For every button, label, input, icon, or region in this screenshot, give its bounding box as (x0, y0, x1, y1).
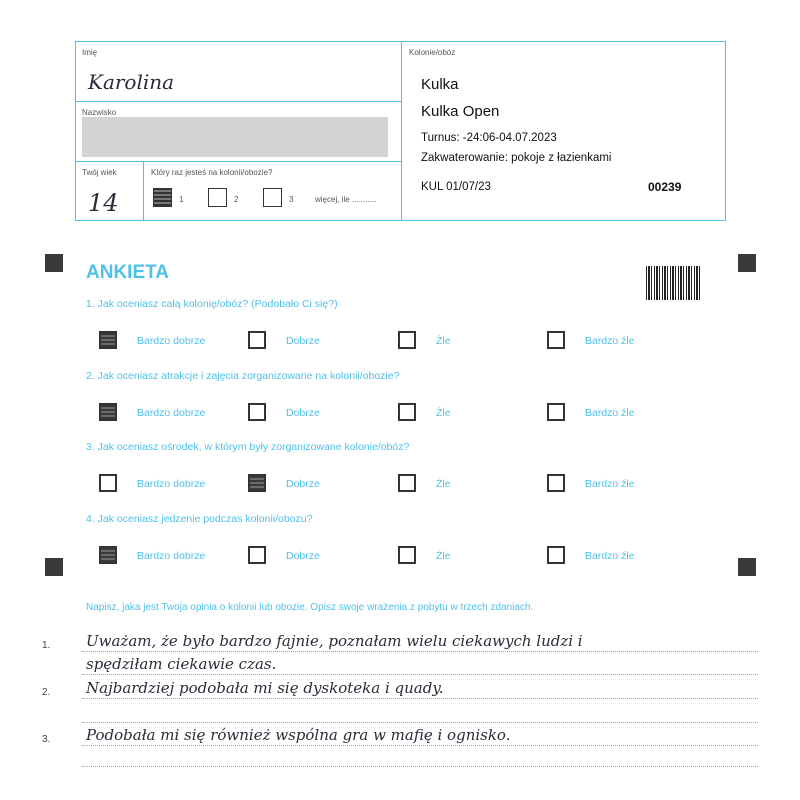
question-2-option-1-checkbox[interactable] (99, 403, 117, 421)
question-1-option-3-checkbox[interactable] (398, 331, 416, 349)
question-4-option-2-checkbox[interactable] (248, 546, 266, 564)
first-name-label: Imię (82, 48, 98, 57)
turnus: Turnus: -24:06-04.07.2023 (421, 132, 557, 144)
dotted-line (82, 651, 758, 652)
age-value: 14 (88, 189, 119, 217)
last-name-redacted (82, 117, 388, 157)
answer-2-number: 2. (42, 687, 51, 698)
times-option-2-label: 2 (234, 195, 239, 204)
form-number: 00239 (648, 180, 682, 194)
times-option-1-label: 1 (179, 195, 184, 204)
question-3-option-2-checkbox[interactable] (248, 474, 266, 492)
question-4-option-2-label: Dobrze (286, 550, 320, 562)
survey-title: ANKIETA (86, 262, 170, 283)
barcode (646, 266, 700, 300)
dotted-line (82, 722, 758, 723)
question-1-option-4-label: Bardzo źle (585, 335, 635, 347)
answer-1-line-2: spędziłam ciekawie czas. (86, 655, 277, 673)
camp-name-2: Kulka Open (421, 103, 500, 120)
question-3-option-1-checkbox[interactable] (99, 474, 117, 492)
header-divider-3 (143, 161, 144, 221)
registration-marker (45, 558, 63, 576)
question-2-option-3-label: Źle (436, 407, 451, 419)
question-4-option-3-label: Źle (436, 550, 451, 562)
question-2-option-1-label: Bardzo dobrze (137, 407, 206, 419)
dotted-line (82, 674, 758, 675)
question-1-option-2-label: Dobrze (286, 335, 320, 347)
times-option-3-box[interactable] (263, 188, 282, 207)
question-1-option-2-checkbox[interactable] (248, 331, 266, 349)
question-2-text: 2. Jak oceniasz atrakcje i zajęcia zorganizowane na kolonii/obozie? (86, 370, 400, 382)
question-4-option-1-checkbox[interactable] (99, 546, 117, 564)
question-2-option-2-label: Dobrze (286, 407, 320, 419)
question-1-option-1-label: Bardzo dobrze (137, 335, 206, 347)
question-4-text: 4. Jak oceniasz jedzenie podczas kolonii/obozu? (86, 513, 313, 525)
answer-3-line-1: Podobała mi się również wspólna gra w mafię i ognisko. (86, 726, 511, 744)
last-name-label: Nazwisko (82, 108, 117, 117)
question-2-option-3-checkbox[interactable] (398, 403, 416, 421)
question-1-option-4-checkbox[interactable] (547, 331, 565, 349)
question-4-option-4-label: Bardzo źle (585, 550, 635, 562)
times-more-label: więcej, ile ........... (315, 195, 377, 204)
camp-code: KUL 01/07/23 (421, 181, 491, 193)
question-3-option-3-label: Źle (436, 478, 451, 490)
registration-marker (738, 254, 756, 272)
question-1-option-3-label: Źle (436, 335, 451, 347)
question-4-option-1-label: Bardzo dobrze (137, 550, 206, 562)
answer-1-number: 1. (42, 640, 51, 651)
dotted-line (82, 698, 758, 699)
question-4-option-4-checkbox[interactable] (547, 546, 565, 564)
question-4-option-3-checkbox[interactable] (398, 546, 416, 564)
camp-label: Kolonie/obóz (409, 48, 456, 57)
opinion-prompt: Napisz, jaka jest Twoja opinia o kolonii lub obozie. Opisz swoje wrażenia z pobytu w trzech zdaniach. (86, 602, 534, 613)
registration-marker (738, 558, 756, 576)
answer-3-number: 3. (42, 734, 51, 745)
question-2-option-4-checkbox[interactable] (547, 403, 565, 421)
question-3-text: 3. Jak oceniasz ośrodek, w którym były zorganizowane kolonie/obóz? (86, 441, 410, 453)
dotted-line (82, 766, 758, 767)
age-label: Twój wiek (82, 168, 117, 177)
answer-1-line-1: Uważam, że było bardzo fajnie, poznałam wielu ciekawych ludzi i (86, 632, 583, 650)
times-option-1-box[interactable] (153, 188, 172, 207)
times-label: Który raz jesteś na kolonii/obozie? (151, 168, 273, 177)
question-2-option-4-label: Bardzo źle (585, 407, 635, 419)
answer-2-line-1: Najbardziej podobała mi się dyskoteka i quady. (86, 679, 444, 697)
times-option-3-label: 3 (289, 195, 294, 204)
question-3-option-4-checkbox[interactable] (547, 474, 565, 492)
question-3-option-4-label: Bardzo źle (585, 478, 635, 490)
times-option-2-box[interactable] (208, 188, 227, 207)
header-divider-vertical (401, 41, 402, 221)
header-divider-2 (75, 161, 401, 162)
header-divider-1 (75, 101, 401, 102)
question-2-option-2-checkbox[interactable] (248, 403, 266, 421)
accommodation: Zakwaterowanie: pokoje z łazienkami (421, 152, 612, 164)
question-3-option-3-checkbox[interactable] (398, 474, 416, 492)
question-1-option-1-checkbox[interactable] (99, 331, 117, 349)
dotted-line (82, 745, 758, 746)
first-name-value: Karolina (88, 70, 175, 94)
camp-name-1: Kulka (421, 76, 459, 93)
registration-marker (45, 254, 63, 272)
question-3-option-2-label: Dobrze (286, 478, 320, 490)
question-3-option-1-label: Bardzo dobrze (137, 478, 206, 490)
question-1-text: 1. Jak oceniasz całą kolonię/obóz? (Podobało Ci się?) (86, 298, 338, 310)
